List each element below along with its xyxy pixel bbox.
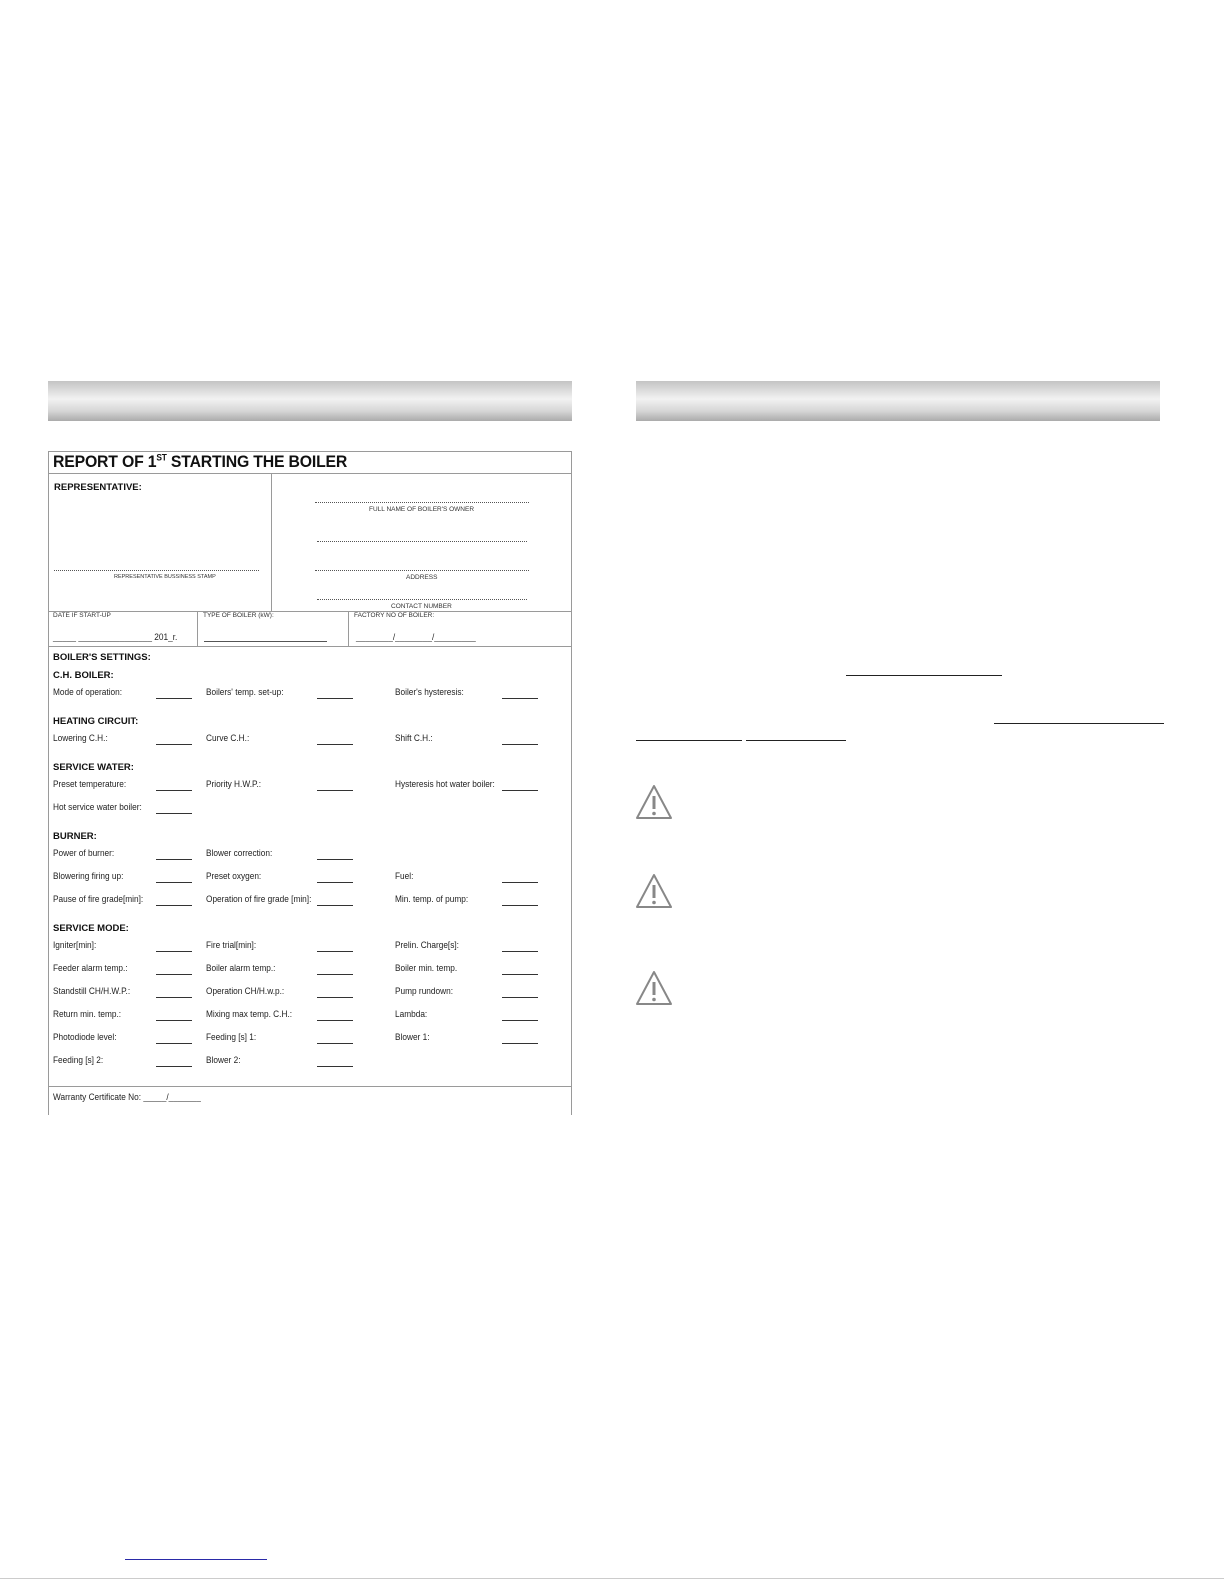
- address-label: ADDRESS: [406, 574, 438, 581]
- boiler-type-label: TYPE OF BOILER (kW):: [203, 612, 274, 619]
- setting-label: Fuel:: [395, 871, 414, 881]
- setting-value-field[interactable]: [502, 997, 538, 998]
- footer-link-underline[interactable]: [125, 1559, 267, 1560]
- setting-value-field[interactable]: [502, 951, 538, 952]
- setting-label: Igniter[min]:: [53, 940, 97, 950]
- setting-value-field[interactable]: [502, 744, 538, 745]
- setting-label: Standstill CH/H.W.P.:: [53, 986, 131, 996]
- setting-label: Blower 2:: [206, 1055, 241, 1065]
- setting-value-field[interactable]: [502, 905, 538, 906]
- boiler-type-field[interactable]: [204, 641, 327, 642]
- setting-label: Pump rundown:: [395, 986, 454, 996]
- boiler-settings-heading: BOILER'S SETTINGS:: [53, 652, 151, 663]
- setting-label: Feeding [s] 1:: [206, 1032, 257, 1042]
- warning-triangle-icon: [635, 873, 673, 909]
- section-heading: BURNER:: [53, 831, 97, 842]
- setting-value-field[interactable]: [317, 997, 353, 998]
- setting-label: Operation CH/H.w.p.:: [206, 986, 285, 996]
- warranty-certificate-field[interactable]: Warranty Certificate No: _____/_______: [53, 1092, 201, 1102]
- setting-value-field[interactable]: [156, 1066, 192, 1067]
- setting-label: Min. temp. of pump:: [395, 894, 469, 904]
- stamp-label: REPRESENTATIVE BUSSINESS STAMP: [114, 574, 216, 580]
- setting-value-field[interactable]: [317, 1066, 353, 1067]
- owner-name-label: FULL NAME OF BOILER'S OWNER: [369, 506, 475, 513]
- setting-value-field[interactable]: [502, 974, 538, 975]
- section-heading: SERVICE WATER:: [53, 762, 134, 773]
- setting-label: Boiler's hysteresis:: [395, 687, 464, 697]
- setting-value-field[interactable]: [502, 1020, 538, 1021]
- setting-value-field[interactable]: [317, 744, 353, 745]
- warning-triangle-icon: [635, 970, 673, 1006]
- setting-value-field[interactable]: [156, 997, 192, 998]
- section-heading: C.H. BOILER:: [53, 670, 114, 681]
- setting-value-field[interactable]: [156, 698, 192, 699]
- setting-label: Feeder alarm temp.:: [53, 963, 128, 973]
- underlined-text-2: [994, 723, 1164, 724]
- setting-label: Boilers' temp. set-up:: [206, 687, 284, 697]
- setting-value-field[interactable]: [502, 1043, 538, 1044]
- setting-value-field[interactable]: [156, 882, 192, 883]
- setting-value-field[interactable]: [317, 698, 353, 699]
- setting-label: Fire trial[min]:: [206, 940, 257, 950]
- setting-value-field[interactable]: [317, 905, 353, 906]
- underlined-text-3: [636, 740, 742, 741]
- setting-label: Preset oxygen:: [206, 871, 262, 881]
- setting-value-field[interactable]: [156, 744, 192, 745]
- setting-label: Pause of fire grade[min]:: [53, 894, 144, 904]
- section-heading: SERVICE MODE:: [53, 923, 129, 934]
- setting-value-field[interactable]: [317, 974, 353, 975]
- form-title: REPORT OF 1ST STARTING THE BOILER: [53, 452, 348, 471]
- setting-label: Mode of operation:: [53, 687, 123, 697]
- warning-triangle-icon: [635, 784, 673, 820]
- section-heading: HEATING CIRCUIT:: [53, 716, 139, 727]
- factory-number-field[interactable]: ________/________/_________: [356, 632, 476, 642]
- setting-label: Return min. temp.:: [53, 1009, 122, 1019]
- setting-value-field[interactable]: [156, 951, 192, 952]
- setting-value-field[interactable]: [156, 790, 192, 791]
- setting-value-field[interactable]: [317, 1043, 353, 1044]
- setting-value-field[interactable]: [317, 882, 353, 883]
- setting-value-field[interactable]: [156, 813, 192, 814]
- right-header-bar: [636, 381, 1160, 421]
- setting-value-field[interactable]: [156, 974, 192, 975]
- date-field[interactable]: _____ ________________ 201_r.: [53, 632, 178, 642]
- setting-label: Blower 1:: [395, 1032, 430, 1042]
- date-label: DATE IF START-UP: [53, 612, 111, 619]
- setting-value-field[interactable]: [156, 859, 192, 860]
- footer-divider: [0, 1578, 1224, 1579]
- setting-label: Prelin. Charge[s]:: [395, 940, 459, 950]
- setting-label: Lambda:: [395, 1009, 428, 1019]
- setting-label: Blower correction:: [206, 848, 273, 858]
- setting-label: Power of burner:: [53, 848, 115, 858]
- underlined-text-1: [846, 675, 1002, 676]
- setting-label: Operation of fire grade [min]:: [206, 894, 312, 904]
- setting-label: Priority H.W.P.:: [206, 779, 262, 789]
- representative-label: REPRESENTATIVE:: [54, 482, 142, 493]
- setting-label: Lowering C.H.:: [53, 733, 108, 743]
- setting-label: Hysteresis hot water boiler:: [395, 779, 495, 789]
- left-header-bar: [48, 381, 572, 421]
- setting-value-field[interactable]: [502, 882, 538, 883]
- setting-label: Preset temperature:: [53, 779, 127, 789]
- setting-value-field[interactable]: [317, 859, 353, 860]
- setting-value-field[interactable]: [156, 1043, 192, 1044]
- setting-label: Curve C.H.:: [206, 733, 250, 743]
- setting-value-field[interactable]: [502, 790, 538, 791]
- underlined-text-4: [746, 740, 846, 741]
- setting-label: Shift C.H.:: [395, 733, 433, 743]
- setting-value-field[interactable]: [317, 951, 353, 952]
- setting-label: Mixing max temp. C.H.:: [206, 1009, 293, 1019]
- setting-label: Feeding [s] 2:: [53, 1055, 104, 1065]
- setting-label: Boiler alarm temp.:: [206, 963, 276, 973]
- setting-label: Photodiode level:: [53, 1032, 117, 1042]
- setting-label: Hot service water boiler:: [53, 802, 142, 812]
- setting-label: Blowering firing up:: [53, 871, 124, 881]
- setting-value-field[interactable]: [156, 1020, 192, 1021]
- setting-value-field[interactable]: [156, 905, 192, 906]
- setting-value-field[interactable]: [317, 790, 353, 791]
- contact-number-label: CONTACT NUMBER: [391, 603, 452, 610]
- setting-value-field[interactable]: [502, 698, 538, 699]
- boiler-report-form: [48, 451, 572, 1115]
- setting-value-field[interactable]: [317, 1020, 353, 1021]
- setting-label: Boiler min. temp.: [395, 963, 458, 973]
- factory-number-label: FACTORY NO OF BOILER:: [354, 612, 435, 619]
